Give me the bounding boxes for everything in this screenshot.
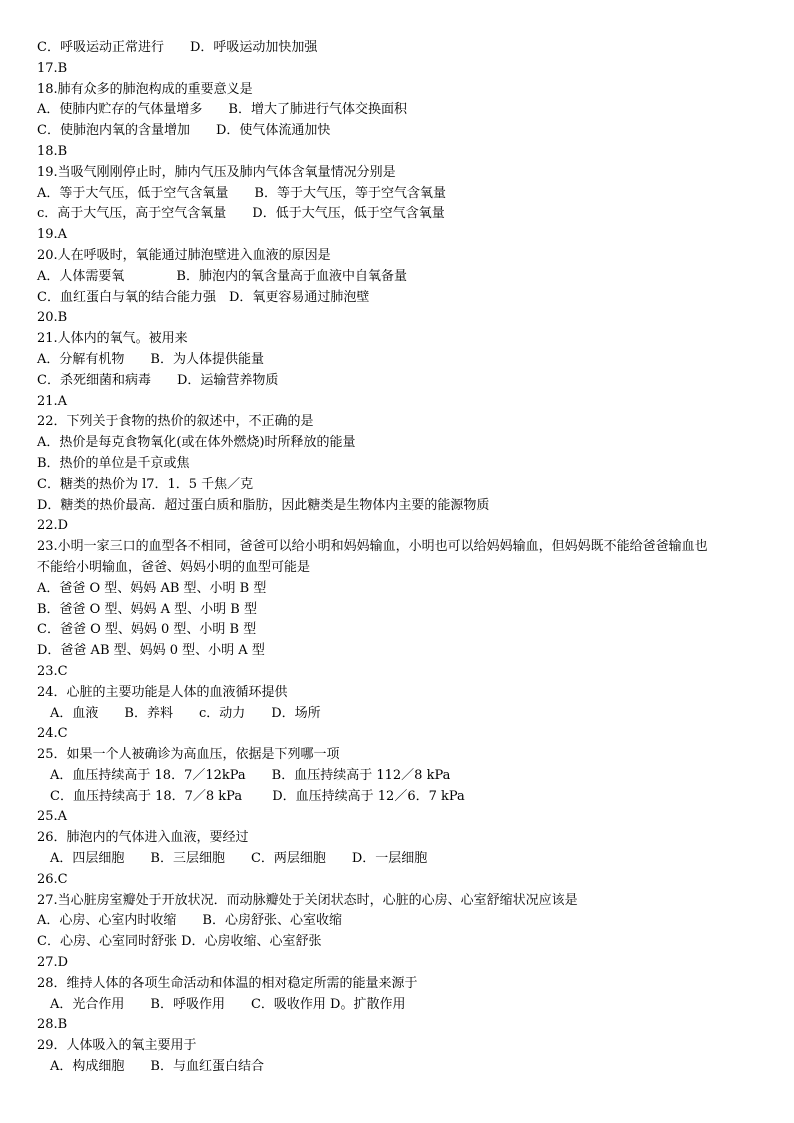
option-line: B．爸爸 O 型、妈妈 A 型、小明 B 型 — [37, 601, 257, 617]
question-28: 28．维持人体的各项生命活动和体温的相对稳定所需的能量来源于 — [37, 975, 418, 991]
question-19: 19.当吸气刚刚停止时，肺内气压及肺内气体含氧量情况分别是 — [37, 164, 396, 180]
option-line: A．血压持续高于 18．7／12kPa B．血压持续高于 112／8 kPa — [37, 767, 451, 783]
answer-28: 28.B — [37, 1017, 68, 1033]
option-line: C．呼吸运动正常进行 D．呼吸运动加快加强 — [37, 40, 318, 55]
option-line: C．心房、心室同时舒张 D．心房收缩、心室舒张 — [37, 934, 322, 950]
question-23: 23.小明一家三口的血型各不相同，爸爸可以给小明和妈妈输血，小明也可以给妈妈输血，但妈妈既不能给爸爸输血也 — [37, 539, 708, 555]
option-line: A．爸爸 O 型、妈妈 AB 型、小明 B 型 — [37, 580, 267, 596]
answer-26: 26.C — [37, 871, 68, 887]
option-line: C．使肺泡内氧的含量增加 D．使气体流通加快 — [37, 123, 331, 139]
option-line: C．血红蛋白与氧的结合能力强 D．氧更容易通过肺泡壁 — [37, 289, 370, 305]
question-24: 24．心脏的主要功能是人体的血液循环提供 — [37, 684, 288, 700]
option-line: C．糖类的热价为 l7．1．5 千焦／克 — [37, 476, 254, 492]
option-line: C．血压持续高于 18．7／8 kPa D．血压持续高于 12／6．7 kPa — [37, 788, 465, 804]
option-line: A．使肺内贮存的气体量增多 B．增大了肺进行气体交换面积 — [37, 102, 407, 118]
option-line: C．杀死细菌和病毒 D．运输营养物质 — [37, 372, 279, 388]
answer-18: 18.B — [37, 143, 68, 159]
answer-21: 21.A — [37, 393, 68, 409]
question-25: 25．如果一个人被确诊为高血压，依据是下列哪一项 — [37, 747, 340, 763]
question-22: 22．下列关于食物的热价的叙述中，不正确的是 — [37, 414, 314, 430]
option-line: A．人体需要氧 B．肺泡内的氧含量高于血液中自氧备量 — [37, 268, 407, 284]
question-27: 27.当心脏房室瓣处于开放状况．而动脉瓣处于关闭状态时，心脏的心房、心室舒缩状况应该是 — [37, 892, 578, 908]
answer-27: 27.D — [37, 955, 69, 971]
option-line: A．血液 B．养料 c．动力 D．场所 — [37, 705, 321, 721]
question-26: 26．肺泡内的气体进入血液，要经过 — [37, 830, 249, 846]
document-page — [37, 38, 772, 1078]
answer-19: 19.A — [37, 227, 68, 243]
option-line: A．四层细胞 B．三层细胞 C．两层细胞 D．一层细胞 — [37, 851, 428, 867]
option-line: A．分解有机物 B．为人体提供能量 — [37, 351, 264, 367]
question-29: 29．人体吸入的氧主要用于 — [37, 1038, 197, 1054]
question-18: 18.肺有众多的肺泡构成的重要意义是 — [37, 81, 253, 97]
option-line: A．构成细胞 B．与血红蛋白结合 — [37, 1059, 264, 1075]
option-line: C．爸爸 O 型、妈妈 0 型、小明 B 型 — [37, 622, 257, 638]
answer-22: 22.D — [37, 518, 69, 534]
option-line: A．心房、心室内时收缩 B．心房舒张、心室收缩 — [37, 913, 342, 929]
option-line: A．热价是每克食物氧化(或在体外燃烧)时所释放的能量 — [37, 435, 356, 451]
answer-23: 23.C — [37, 663, 68, 679]
question-23-continued: 不能给小明输血，爸爸、妈妈小明的血型可能是 — [37, 559, 311, 575]
option-line: A．等于大气压，低于空气含氧量 B．等于大气压，等于空气含氧量 — [37, 185, 446, 201]
option-line: c．高于大气压，高于空气含氧量 D．低于大气压，低于空气含氧量 — [37, 206, 445, 222]
option-line: A．光合作用 B．呼吸作用 C．吸收作用 D。扩散作用 — [37, 996, 406, 1012]
question-21: 21.人体内的氧气。被用来 — [37, 331, 188, 347]
option-line: D．糖类的热价最高．超过蛋白质和脂肪，因此糖类是生物体内主要的能源物质 — [37, 497, 490, 513]
option-line: D．爸爸 AB 型、妈妈 0 型、小明 A 型 — [37, 643, 265, 659]
answer-20: 20.B — [37, 310, 68, 326]
question-20: 20.人在呼吸时，氧能通过肺泡壁进入血液的原因是 — [37, 247, 331, 263]
answer-17: 17.B — [37, 60, 68, 76]
answer-25: 25.A — [37, 809, 68, 825]
answer-24: 24.C — [37, 726, 68, 742]
option-line: B．热价的单位是千京或焦 — [37, 455, 190, 471]
